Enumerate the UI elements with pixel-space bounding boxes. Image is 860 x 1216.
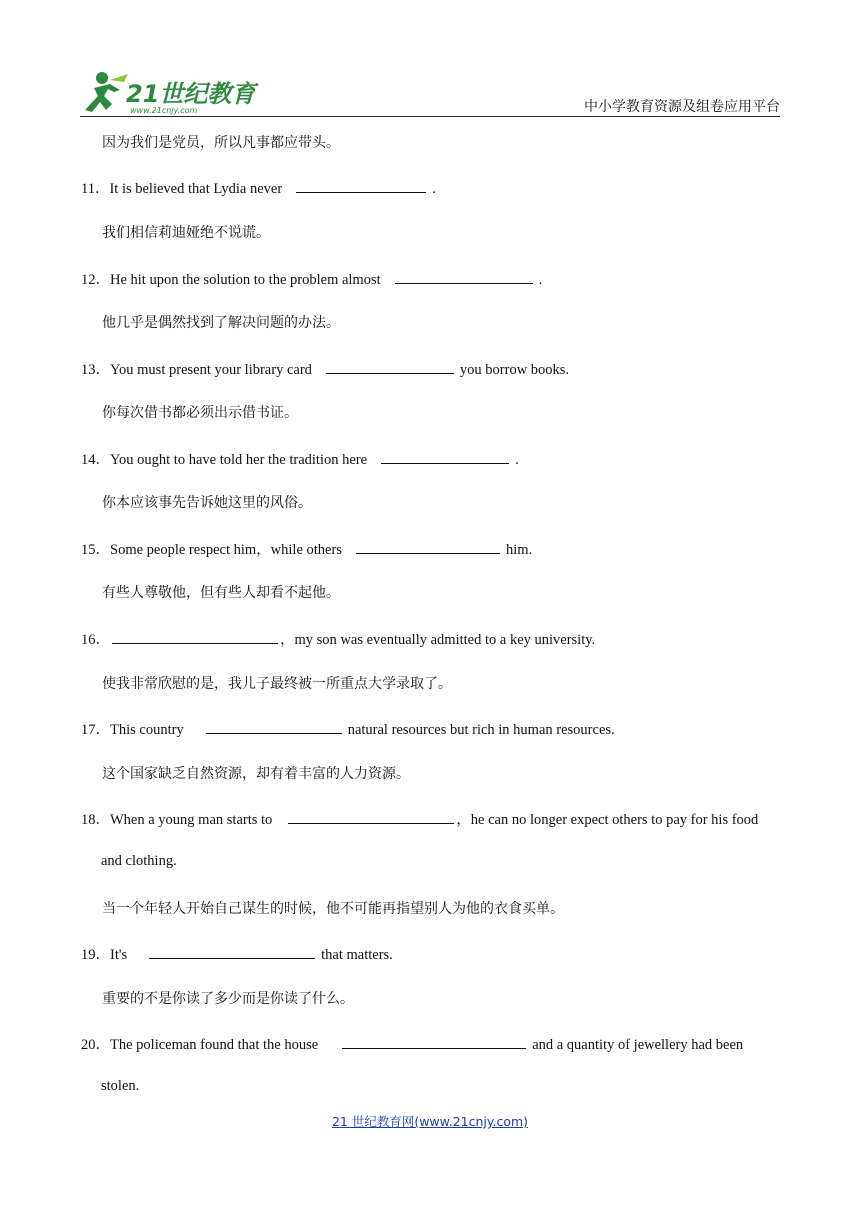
answer-blank[interactable] xyxy=(112,629,278,644)
question-15: 15．Some people respect him，while others him. xyxy=(81,538,532,559)
translation-14: 你本应该事先告诉她这里的风俗。 xyxy=(102,495,312,511)
answer-blank[interactable] xyxy=(326,359,454,374)
answer-blank[interactable] xyxy=(381,449,509,464)
answer-blank[interactable] xyxy=(296,178,426,193)
answer-blank[interactable] xyxy=(356,539,500,554)
translation-17: 这个国家缺乏自然资源，却有着丰富的人力资源。 xyxy=(102,766,410,782)
logo-main: 21世纪教育 xyxy=(126,80,256,108)
translation-line: 因为我们是党员，所以凡事都应带头。 xyxy=(102,135,340,151)
question-14: 14．You ought to have told her the tradition here . xyxy=(81,448,519,469)
translation-13: 你每次借书都必须出示借书证。 xyxy=(102,405,298,421)
question-11: 11．It is believed that Lydia never . xyxy=(81,177,436,198)
question-13: 13．You must present your library card you borrow books. xyxy=(81,358,569,379)
translation-12: 他几乎是偶然找到了解决问题的办法。 xyxy=(102,315,340,331)
question-20-continued: stolen. xyxy=(101,1078,140,1094)
logo xyxy=(80,66,280,116)
answer-blank[interactable] xyxy=(288,809,454,824)
platform-title: 中小学教育资源及组卷应用平台 xyxy=(584,99,780,115)
question-17: 17．This country natural resources but rich in human resources. xyxy=(81,718,615,739)
translation-19: 重要的不是你读了多少而是你读了什么。 xyxy=(102,991,354,1007)
answer-blank[interactable] xyxy=(206,719,342,734)
answer-blank[interactable] xyxy=(395,269,533,284)
answer-blank[interactable] xyxy=(342,1034,526,1049)
question-18: 18．When a young man starts to ，he can no longer expect others to pay for his food xyxy=(81,808,758,829)
question-16: 16． ，my son was eventually admitted to a key university. xyxy=(81,628,595,649)
answer-blank[interactable] xyxy=(149,944,315,959)
translation-18: 当一个年轻人开始自己谋生的时候，他不可能再指望别人为他的衣食买单。 xyxy=(102,901,564,917)
page-header xyxy=(80,66,780,118)
question-12: 12．He hit upon the solution to the problem almost . xyxy=(81,268,542,289)
question-18-continued: and clothing. xyxy=(101,853,177,869)
translation-11: 我们相信莉迪娅绝不说谎。 xyxy=(102,225,270,241)
page-footer xyxy=(0,1112,860,1131)
translation-16: 使我非常欣慰的是，我儿子最终被一所重点大学录取了。 xyxy=(102,676,452,692)
header-rule xyxy=(80,116,780,117)
translation-15: 有些人尊敬他，但有些人却看不起他。 xyxy=(102,585,340,601)
logo-url: www.21cnjy.com xyxy=(130,106,198,115)
question-19: 19．It's that matters. xyxy=(81,943,393,964)
logo-runner-icon xyxy=(80,66,280,116)
footer-link[interactable]: 21 世纪教育网(www.21cnjy.com) xyxy=(331,1114,529,1129)
question-20: 20．The policeman found that the house and a quantity of jewellery had been xyxy=(81,1033,743,1054)
